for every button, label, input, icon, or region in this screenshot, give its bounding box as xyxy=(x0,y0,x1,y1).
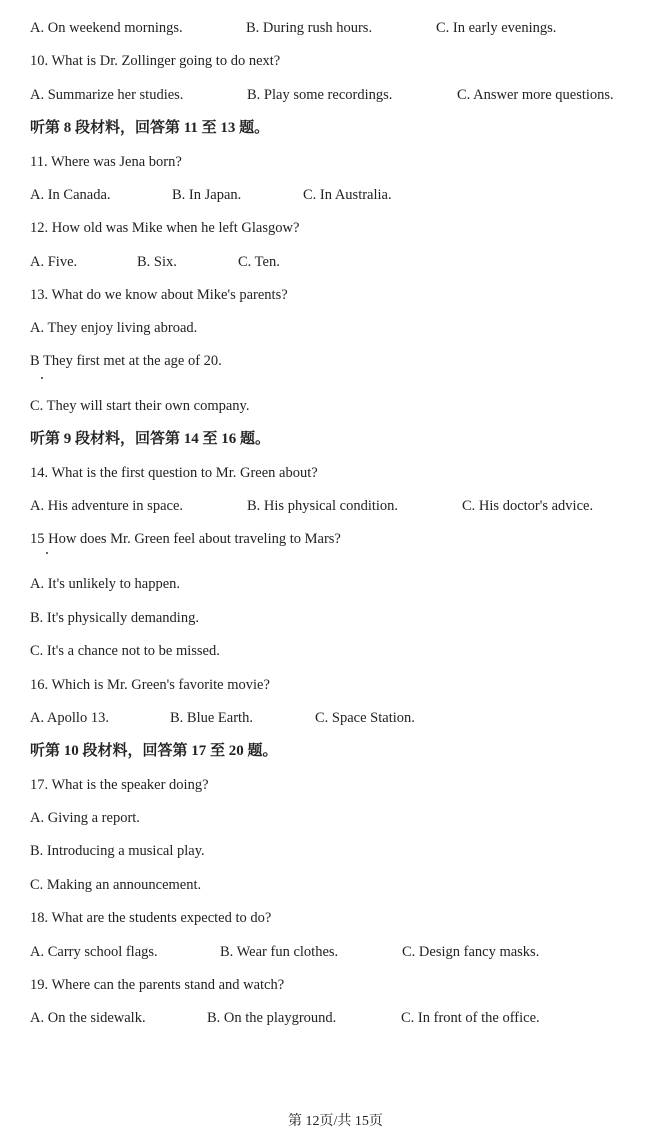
option-a: A. Apollo 13. xyxy=(30,710,109,726)
option-a: A. On the sidewalk. xyxy=(30,1010,146,1026)
scan-speck xyxy=(46,552,48,554)
option-a: A. In Canada. xyxy=(30,187,111,203)
question-18: 18. What are the students expected to do? xyxy=(30,910,272,926)
option-a: A. His adventure in space. xyxy=(30,498,184,514)
option-a: A. Carry school flags. xyxy=(30,944,158,960)
page-footer: 第 12页/共 15页 xyxy=(288,1114,383,1129)
option-b: B. On the playground. xyxy=(207,1010,337,1026)
option-b: B. Play some recordings. xyxy=(247,87,393,103)
option-a: A. Summarize her studies. xyxy=(30,87,184,103)
question-19: 19. Where can the parents stand and watch? xyxy=(30,977,285,993)
option-a: A. Five. xyxy=(30,254,78,270)
option-c: C. In early evenings. xyxy=(436,20,557,36)
option-b: B. In Japan. xyxy=(172,187,242,203)
question-13-option-c: C. They will start their own company. xyxy=(30,398,250,414)
option-b: B. His physical condition. xyxy=(247,498,399,514)
option-a: A. On weekend mornings. xyxy=(30,20,183,36)
option-c: C. Space Station. xyxy=(315,710,415,726)
option-b: B. Wear fun clothes. xyxy=(220,944,339,960)
scan-speck xyxy=(41,377,43,379)
question-11: 11. Where was Jena born? xyxy=(30,154,182,170)
question-17: 17. What is the speaker doing? xyxy=(30,777,209,793)
option-b: B. Blue Earth. xyxy=(170,710,253,726)
question-13-option-b: B They first met at the age of 20. xyxy=(30,353,222,369)
option-c: C. His doctor's advice. xyxy=(462,498,594,514)
option-c: C. Answer more questions. xyxy=(457,87,614,103)
question-17-option-b: B. Introducing a musical play. xyxy=(30,843,205,859)
question-15-option-a: A. It's unlikely to happen. xyxy=(30,576,181,592)
section-heading-10: 听第 10 段材料，回答第 17 至 20 题。 xyxy=(30,743,278,759)
option-c: C. In Australia. xyxy=(303,187,392,203)
question-10: 10. What is Dr. Zollinger going to do next? xyxy=(30,53,281,69)
option-c: C. Ten. xyxy=(238,254,280,270)
option-b: B. During rush hours. xyxy=(246,20,373,36)
question-17-option-a: A. Giving a report. xyxy=(30,810,140,826)
question-15-option-c: C. It's a chance not to be missed. xyxy=(30,643,220,659)
question-17-option-c: C. Making an announcement. xyxy=(30,877,202,893)
question-13: 13. What do we know about Mike's parents? xyxy=(30,287,288,303)
question-15-option-b: B. It's physically demanding. xyxy=(30,610,199,626)
question-16: 16. Which is Mr. Green's favorite movie? xyxy=(30,677,270,693)
option-b: B. Six. xyxy=(137,254,177,270)
option-c: C. In front of the office. xyxy=(401,1010,540,1026)
section-heading-8: 听第 8 段材料，回答第 11 至 13 题。 xyxy=(30,120,270,136)
section-heading-9: 听第 9 段材料，回答第 14 至 16 题。 xyxy=(30,431,271,447)
question-14: 14. What is the first question to Mr. Green about? xyxy=(30,465,318,481)
option-c: C. Design fancy masks. xyxy=(402,944,540,960)
question-13-option-a: A. They enjoy living abroad. xyxy=(30,320,198,336)
question-15: 15 How does Mr. Green feel about traveling to Mars? xyxy=(30,531,341,547)
question-12: 12. How old was Mike when he left Glasgow? xyxy=(30,220,300,236)
